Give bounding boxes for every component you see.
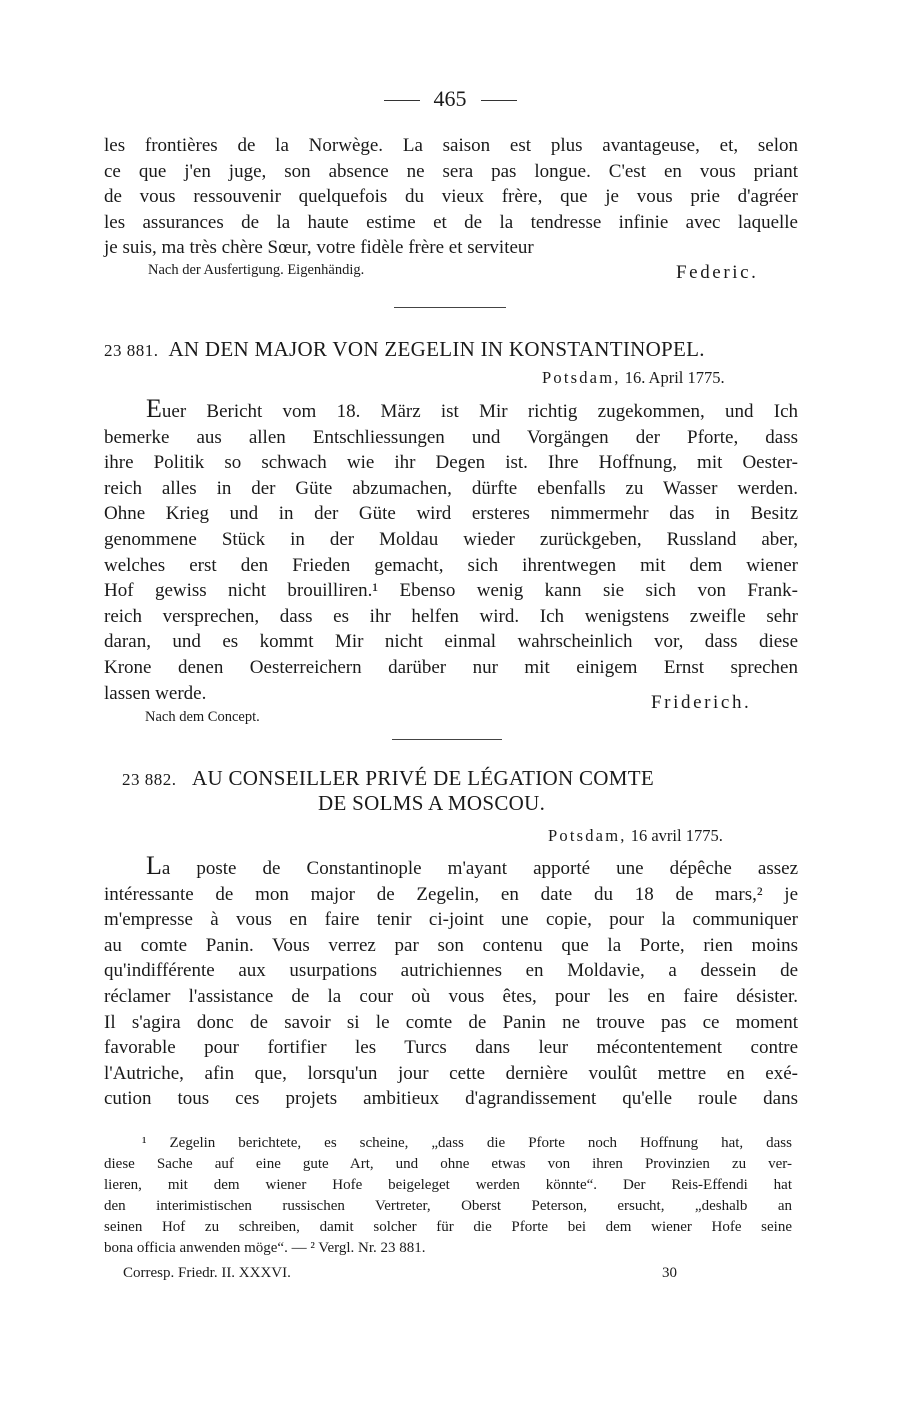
text-line: daran, und es kommt Mir nicht einmal wahrscheinlich vor, dass diese bbox=[104, 631, 798, 653]
text-line: réclamer l'assistance de la cour où vous êtes, pour les en faire désister. bbox=[104, 985, 798, 1007]
header-dash-left bbox=[384, 100, 420, 101]
text-line: qu'indifférente aux usurpations autrichiennes en Moldavie, a dessein de bbox=[104, 960, 798, 982]
text-line bbox=[104, 396, 798, 425]
letter-body bbox=[104, 396, 798, 706]
letter-title: AU CONSEILLER PRIVÉ DE LÉGATION COMTE bbox=[192, 766, 654, 790]
text-line: ihre Politik so schwach wie ihr Degen ist. Ihre Hoffnung, mit Oester- bbox=[104, 452, 798, 474]
footnote-line: den interimistischen russischen Vertreter, Oberst Peterson, ersucht, „deshalb an bbox=[104, 1198, 792, 1214]
drop-capital: L bbox=[146, 851, 162, 880]
letter-number: 23 881. bbox=[104, 341, 159, 360]
drop-capital: E bbox=[146, 394, 162, 423]
signature: Friderich. bbox=[651, 692, 752, 713]
corpus-reference: Corresp. Friedr. II. XXXVI. bbox=[123, 1265, 291, 1281]
letter-title-continued: DE SOLMS A MOSCOU. bbox=[318, 791, 546, 815]
text-line: de vous ressouvenir quelquefois du vieux frère, que je vous prie d'agréer bbox=[104, 186, 798, 208]
footnote-line: bona officia anwenden möge“. — ² Vergl. Nr. 23 881. bbox=[104, 1240, 426, 1256]
dateline bbox=[542, 368, 725, 388]
text-line bbox=[104, 853, 798, 882]
letter-title: AN DEN MAJOR VON ZEGELIN IN KONSTANTINOPEL. bbox=[168, 337, 705, 361]
letter-number: 23 882. bbox=[122, 770, 177, 789]
text-line: reich versprechen, dass es ihr helfen wird. Ich wenigstens zweifle sehr bbox=[104, 605, 798, 627]
footnote-line: diese Sache auf eine gute Art, und ohne etwas von ihren Provinzien zu ver- bbox=[104, 1156, 792, 1172]
text-line: Il s'agira donc de savoir si le comte de Panin ne trouve pas ce moment bbox=[104, 1011, 798, 1033]
dateline-date: 16 avril 1775. bbox=[630, 826, 723, 845]
text-line: reich alles in der Güte abzumachen, dürfte ebenfalls zu Wasser werden. bbox=[104, 477, 798, 499]
letter-heading bbox=[104, 337, 705, 362]
footnotes bbox=[104, 1133, 792, 1259]
text-line: Hof gewiss nicht brouilliren.¹ Ebenso wenig kann sie sich von Frank- bbox=[104, 580, 798, 602]
text-line: welches erst den Frieden gemacht, sich ihrentwegen mit dem wiener bbox=[104, 554, 798, 576]
signature: Federic. bbox=[676, 262, 759, 283]
dateline-date: 16. April 1775. bbox=[624, 368, 725, 387]
page-number: 465 bbox=[433, 86, 467, 111]
section-divider bbox=[394, 307, 506, 308]
letter-heading bbox=[122, 766, 654, 791]
text-line: favorable pour fortifier les Turcs dans leur mécontentement contre bbox=[104, 1037, 798, 1059]
text-line: les frontières de la Norwège. La saison est plus avantageuse, et, selon bbox=[104, 135, 798, 156]
top-paragraph bbox=[104, 133, 798, 261]
text-run: uer Bericht vom 18. März ist Mir richtig zugekommen, und Ich bbox=[161, 401, 798, 422]
dateline bbox=[548, 826, 723, 846]
letter-body bbox=[104, 853, 798, 1112]
dateline-place: Potsdam, bbox=[542, 368, 621, 387]
text-line: lassen werde. bbox=[104, 682, 207, 704]
source-note: Nach der Ausfertigung. Eigenhändig. bbox=[148, 262, 365, 278]
text-line: Ohne Krieg und in der Güte wird ersteres nimmermehr das in Besitz bbox=[104, 503, 798, 525]
text-line: au comte Panin. Vous verrez par son contenu que la Porte, rien moins bbox=[104, 934, 798, 956]
page-header bbox=[0, 86, 900, 112]
section-divider bbox=[392, 739, 502, 740]
sheet-signature-mark: 30 bbox=[662, 1265, 677, 1281]
footnote-line: seinen Hof zu schreiben, damit solcher für die Pforte bei dem wiener Hofe seine bbox=[104, 1219, 792, 1235]
footnote-line: ¹ Zegelin berichtete, es scheine, „dass die Pforte noch Hoffnung hat, dass bbox=[142, 1135, 792, 1151]
source-note: Nach dem Concept. bbox=[145, 709, 260, 725]
text-line: ce que j'en juge, son absence ne sera pas longue. C'est en vous priant bbox=[104, 160, 798, 182]
footnote-line: lieren, mit dem wiener Hofe beigeleget werden könnte“. Der Reis-Effendi hat bbox=[104, 1177, 792, 1193]
text-line: intéressante de mon major de Zegelin, en date du 18 de mars,² je bbox=[104, 883, 798, 905]
text-line: l'Autriche, afin que, lorsqu'un jour cette dernière voulût mettre en exé- bbox=[104, 1062, 798, 1084]
text-line: je suis, ma très chère Sœur, votre fidèle frère et serviteur bbox=[104, 237, 534, 259]
text-line: bemerke aus allen Entschliessungen und Vorgängen der Pforte, dass bbox=[104, 426, 798, 448]
text-line: m'empresse à vous en faire tenir ci-joint une copie, pour la communiquer bbox=[104, 909, 798, 931]
text-line: genommene Stück in der Moldau wieder zurückgeben, Russland aber, bbox=[104, 528, 798, 550]
text-line: Krone denen Oesterreichern darüber nur mit einigem Ernst sprechen bbox=[104, 656, 798, 678]
text-line: les assurances de la haute estime et de la tendresse infinie avec laquelle bbox=[104, 211, 798, 233]
text-line: cution tous ces projets ambitieux d'agrandissement qu'elle roule dans bbox=[104, 1088, 798, 1110]
dateline-place: Potsdam, bbox=[548, 826, 627, 845]
text-run: a poste de Constantinople m'ayant apporté une dépêche assez bbox=[161, 858, 798, 879]
header-dash-right bbox=[481, 100, 517, 101]
